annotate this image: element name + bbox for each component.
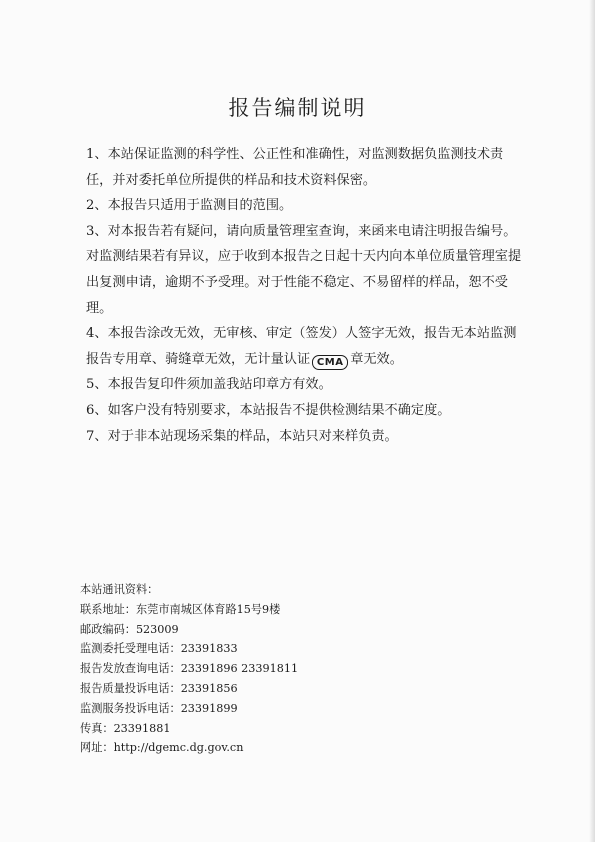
rule-6: 6、如客户没有特别要求，本站报告不提供检测结果不确定度。	[86, 402, 451, 418]
contact-quality-phone: 报告质量投诉电话：23391856	[80, 681, 238, 695]
rule-5: 5、本报告复印件须加盖我站印章方有效。	[86, 377, 332, 393]
rule-4-text: 4、本报告涂改无效，无审核、审定（签发）人签字无效，报告无本站监测报告专用章、骑缝章无效，无计量认证	[86, 326, 517, 367]
contact-postcode: 邮政编码：523009	[80, 622, 179, 636]
contact-address: 联系地址：东莞市南城区体育路15号9楼	[80, 602, 281, 616]
rule-3: 3、对本报告若有疑问，请向质量管理室查询，来函来电请注明报告编号。对监测结果若有异议，应于收到本报告之日起十天内向本单位质量管理室提出复测申请，逾期不予受理。对于性能不稳定、不易留样的样品，恕不受理。	[86, 223, 522, 316]
rule-4	[86, 321, 526, 372]
contact-heading: 本站通讯资料：	[80, 583, 159, 596]
rule-4-text-end: 章无效。	[350, 351, 403, 367]
contact-entrust-phone: 监测委托受理电话：23391833	[80, 642, 238, 656]
page-edge-shadow	[589, 0, 595, 842]
contact-fax: 传真：23391881	[80, 721, 171, 735]
contact-website: 网址：http://dgemc.dg.gov.cn	[80, 741, 244, 755]
cma-logo-icon: CMA	[312, 355, 348, 370]
rules-list	[86, 142, 526, 449]
rule-7: 7、对于非本站现场采集的样品，本站只对来样负责。	[86, 428, 398, 444]
contact-report-phone: 报告发放查询电话：23391896 23391811	[80, 662, 299, 676]
contact-info	[80, 580, 440, 758]
rule-1: 1、本站保证监测的科学性、公正性和准确性，对监测数据负监测技术责任，并对委托单位所提供的样品和技术资料保密。	[86, 147, 504, 188]
contact-service-phone: 监测服务投诉电话：23391899	[80, 701, 238, 715]
rule-2: 2、本报告只适用于监测目的范围。	[86, 198, 293, 214]
document-title: 报告编制说明	[228, 96, 367, 120]
